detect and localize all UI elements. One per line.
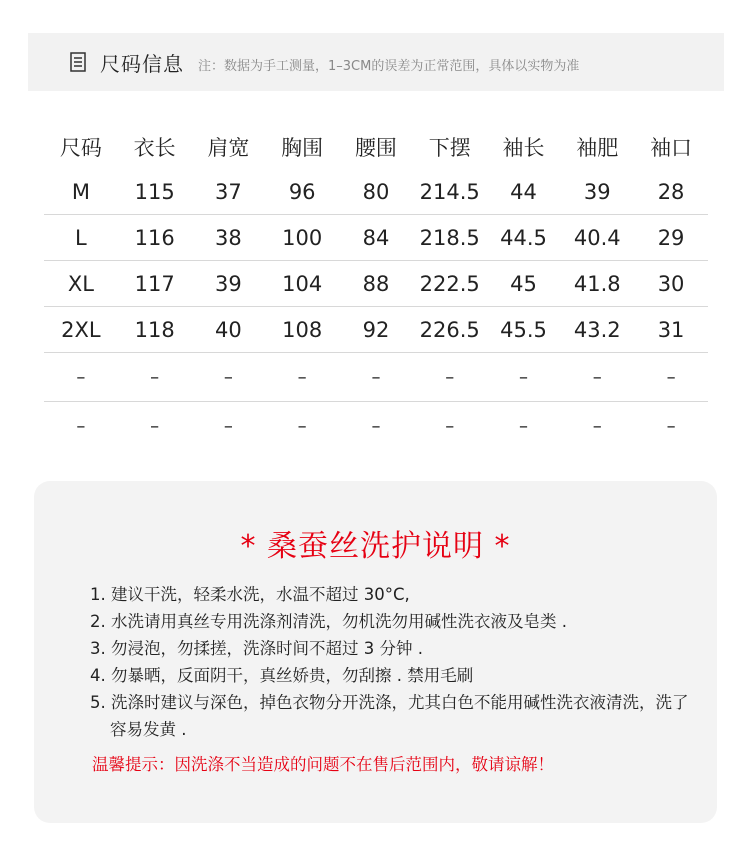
- column-header: 肩宽: [207, 136, 250, 160]
- table-cell: 41.8: [560, 261, 634, 307]
- care-list: [90, 581, 690, 743]
- table-cell: 88: [339, 261, 413, 307]
- care-item: 3. 勿浸泡，勿揉搓，洗涤时间不超过 3 分钟 .: [90, 639, 423, 658]
- table-cell: –: [339, 353, 413, 402]
- table-cell: 115: [118, 170, 192, 215]
- table-cell: –: [592, 415, 602, 437]
- table-cell: –: [487, 353, 561, 402]
- table-cell: 226.5: [413, 307, 487, 353]
- table-cell: –: [518, 415, 528, 437]
- document-list-icon: [70, 52, 86, 72]
- table-cell: 40.4: [560, 215, 634, 261]
- table-cell: –: [192, 353, 266, 402]
- table-cell: –: [560, 353, 634, 402]
- table-cell: 214.5: [413, 170, 487, 215]
- table-row: [44, 261, 708, 307]
- care-item: 5. 洗涤时建议与深色，掉色衣物分开洗涤，尤其白色不能用碱性洗衣液清洗，洗了容易发黄 .: [90, 693, 689, 739]
- care-item: 2. 水洗请用真丝专用洗涤剂清洗，勿机洗勿用碱性洗衣液及皂类 .: [90, 612, 567, 631]
- table-cell: –: [445, 415, 455, 437]
- table-cell: 29: [634, 215, 708, 261]
- column-header: 胸围: [281, 136, 324, 160]
- care-title: * 桑蚕丝洗护说明 *: [240, 529, 511, 564]
- column-header: 腰围: [354, 136, 397, 160]
- table-cell: –: [297, 415, 307, 437]
- care-item: 4. 勿暴晒，反面阴干，真丝娇贵，勿刮擦 . 禁用毛刷: [90, 666, 474, 685]
- table-cell: 38: [192, 215, 266, 261]
- table-cell: 104: [265, 261, 339, 307]
- table-cell: 118: [118, 307, 192, 353]
- column-header: 袖肥: [576, 136, 619, 160]
- column-header: 尺码: [59, 136, 102, 160]
- table-cell: 92: [339, 307, 413, 353]
- table-cell: –: [44, 353, 118, 402]
- table-cell: 84: [339, 215, 413, 261]
- table-cell: 43.2: [560, 307, 634, 353]
- table-cell: 39: [560, 170, 634, 215]
- table-cell: M: [44, 170, 118, 215]
- table-cell: 96: [265, 170, 339, 215]
- table-row: [44, 170, 708, 215]
- table-cell: –: [413, 353, 487, 402]
- table-cell: –: [371, 415, 381, 437]
- page-title: 尺码信息: [100, 51, 184, 76]
- column-header: 袖口: [650, 136, 693, 160]
- table-cell: XL: [44, 261, 118, 307]
- table-cell: 39: [192, 261, 266, 307]
- table-cell: 31: [634, 307, 708, 353]
- table-cell: 80: [339, 170, 413, 215]
- table-row: [44, 215, 708, 261]
- table-cell: –: [76, 415, 86, 437]
- table-cell: 108: [265, 307, 339, 353]
- table-cell: 44: [487, 170, 561, 215]
- table-row: [44, 307, 708, 353]
- care-item: 1. 建议干洗，轻柔水洗，水温不超过 30°C,: [90, 585, 410, 604]
- table-cell: 44.5: [487, 215, 561, 261]
- table-cell: 28: [634, 170, 708, 215]
- table-cell: 45: [487, 261, 561, 307]
- table-cell: 222.5: [413, 261, 487, 307]
- column-header: 衣长: [133, 136, 176, 160]
- size-info-header: [28, 33, 724, 91]
- column-header: 袖长: [502, 136, 545, 160]
- table-cell: 100: [265, 215, 339, 261]
- table-cell: –: [666, 415, 676, 437]
- table-row: [44, 353, 708, 402]
- table-cell: 218.5: [413, 215, 487, 261]
- table-cell: 37: [192, 170, 266, 215]
- table-cell: 30: [634, 261, 708, 307]
- size-table: [44, 124, 708, 450]
- table-cell: 116: [118, 215, 192, 261]
- table-cell: 117: [118, 261, 192, 307]
- table-row: [44, 402, 708, 451]
- warm-tip: 温馨提示：因洗涤不当造成的问题不在售后范围内，敬请谅解！: [92, 755, 554, 774]
- table-cell: –: [150, 415, 160, 437]
- table-cell: –: [223, 415, 233, 437]
- measurement-note: 注：数据为手工测量，1–3CM的误差为正常范围，具体以实物为准: [198, 58, 580, 74]
- table-cell: L: [44, 215, 118, 261]
- table-cell: –: [118, 353, 192, 402]
- table-cell: –: [634, 353, 708, 402]
- table-header-row: [44, 124, 708, 170]
- column-header: 下摆: [428, 136, 471, 160]
- table-cell: –: [265, 353, 339, 402]
- table-cell: 45.5: [487, 307, 561, 353]
- table-cell: 2XL: [44, 307, 118, 353]
- table-cell: 40: [192, 307, 266, 353]
- care-instructions-panel: [34, 481, 717, 823]
